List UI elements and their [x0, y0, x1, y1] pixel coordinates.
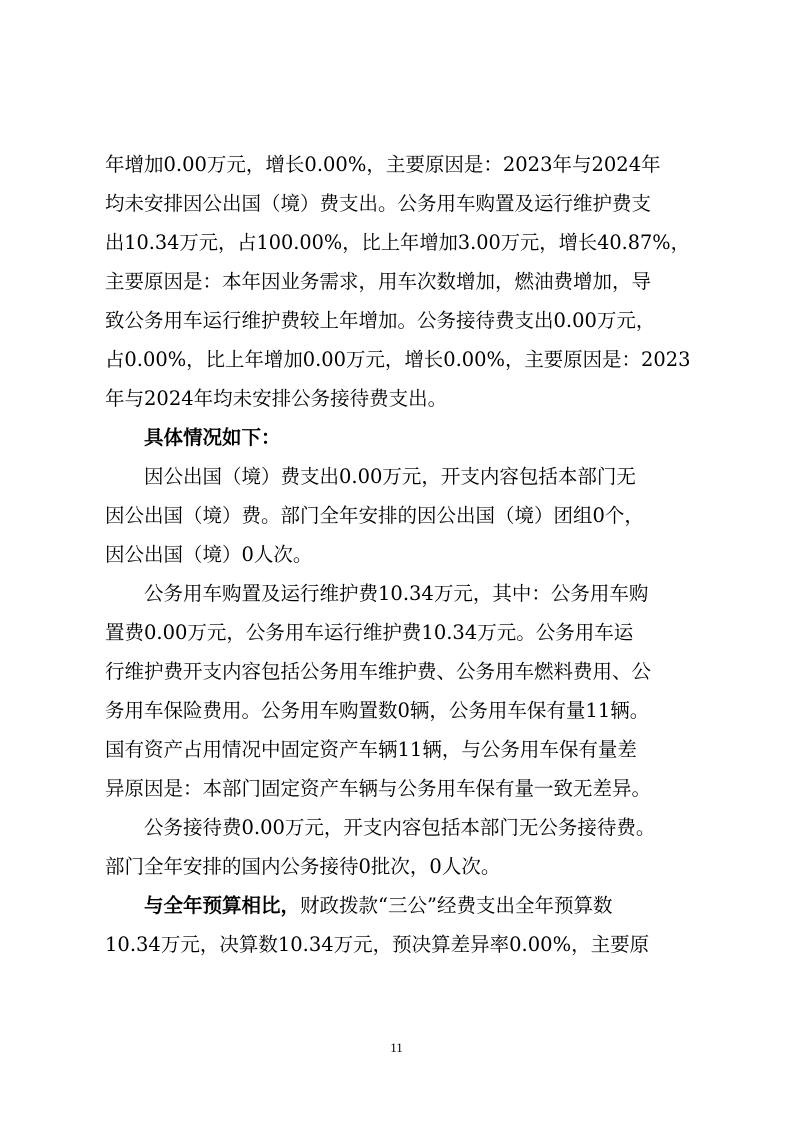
- paragraph-line: [105, 535, 690, 574]
- line-text: 均未安排因公出国（境）费支出。公务用车购置及运行维护费支: [105, 192, 652, 215]
- line-text: 出10.34万元，占100.00%，比上年增加3.00万元，增长40.87%，: [105, 231, 690, 254]
- paragraph-line: [105, 613, 690, 652]
- line-text: 财政拨款“三公”经费支出全年预算数: [300, 894, 613, 917]
- line-text: 异原因是：本部门固定资产车辆与公务用车保有量一致无差异。: [105, 777, 652, 800]
- paragraph-line: [105, 457, 690, 496]
- body-text: [105, 145, 690, 964]
- line-text: 年与2024年均未安排公务接待费支出。: [105, 387, 448, 410]
- line-text: 10.34万元，决算数10.34万元，预决算差异率0.00%，主要原: [105, 933, 650, 956]
- line-text: 部门全年安排的国内公务接待0批次，0人次。: [105, 855, 501, 878]
- paragraph-line: [105, 262, 690, 301]
- paragraph-line: [105, 145, 690, 184]
- paragraph-line: [105, 496, 690, 535]
- section-heading: [105, 418, 690, 457]
- line-text: 置费0.00万元，公务用车运行维护费10.34万元。公务用车运: [105, 621, 634, 644]
- line-text: 国有资产占用情况中固定资产车辆11辆，与公务用车保有量差: [105, 738, 637, 761]
- paragraph-line: [105, 925, 690, 964]
- paragraph-line: [105, 886, 690, 925]
- paragraph-line: [105, 652, 690, 691]
- paragraph-line: [105, 847, 690, 886]
- line-text: 公务接待费0.00万元，开支内容包括本部门无公务接待费。: [144, 816, 656, 839]
- line-text: 因公出国（境）费支出0.00万元，开支内容包括本部门无: [144, 465, 636, 488]
- line-text: 主要原因是：本年因业务需求，用车次数增加，燃油费增加，导: [105, 270, 652, 293]
- paragraph-line: [105, 184, 690, 223]
- paragraph-line: [105, 340, 690, 379]
- paragraph-line: [105, 691, 690, 730]
- paragraph-line: [105, 223, 690, 262]
- line-text: 行维护费开支内容包括公务用车维护费、公务用车燃料费用、公: [105, 660, 652, 683]
- lead-bold-text: 与全年预算相比，: [144, 894, 301, 917]
- paragraph-line: [105, 769, 690, 808]
- paragraph-line: [105, 730, 690, 769]
- line-text: 因公出国（境）费。部门全年安排的因公出国（境）团组0个，: [105, 504, 644, 527]
- paragraph-line: [105, 808, 690, 847]
- page-number: 11: [390, 1040, 403, 1055]
- line-text: 年增加0.00万元，增长0.00%，主要原因是：2023年与2024年: [105, 153, 661, 176]
- paragraph-line: [105, 379, 690, 418]
- line-text: 因公出国（境）0人次。: [105, 543, 313, 566]
- line-text: 致公务用车运行维护费较上年增加。公务接待费支出0.00万元，: [105, 309, 656, 332]
- line-text: 占0.00%，比上年增加0.00万元，增长0.00%，主要原因是：2023: [105, 348, 691, 371]
- section-heading-text: 具体情况如下：: [144, 426, 281, 449]
- line-text: 公务用车购置及运行维护费10.34万元，其中：公务用车购: [144, 582, 649, 605]
- line-text: 务用车保险费用。公务用车购置数0辆，公务用车保有量11辆。: [105, 699, 650, 722]
- paragraph-line: [105, 574, 690, 613]
- paragraph-line: [105, 301, 690, 340]
